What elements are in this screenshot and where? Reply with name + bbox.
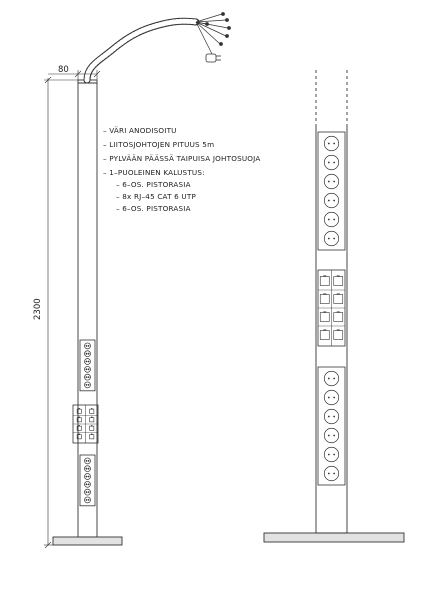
rj45-port-icon [320,276,329,286]
note-one-sided-fittings: – 1–PUOLEINEN KALUSTUS: [103,168,205,177]
power-socket-icon [85,481,91,487]
note-fitting-rj45: – 8x RJ–45 CAT 6 UTP [116,192,197,201]
power-socket-icon [85,458,91,464]
note-color: – VÄRI ANODISOITU [103,126,177,135]
rj45-port-icon [90,408,94,413]
right-pole-view [264,70,404,542]
power-socket-icon [85,374,91,380]
rj45-port-icon [334,294,343,304]
power-socket-icon [85,366,91,372]
power-socket-icon [324,212,338,226]
height-dimension-label: 2300 [33,298,43,320]
power-socket-icon [324,136,338,150]
rj45-port-icon [320,330,329,340]
power-socket-icon [85,351,91,357]
power-socket-icon [85,497,91,503]
rj45-port-icon [334,312,343,322]
power-socket-icon [85,382,91,388]
rj45-port-icon [90,434,94,439]
power-socket-icon [85,359,91,365]
power-socket-icon [324,193,338,207]
socket-strip [318,367,345,485]
left-pole-view [53,80,122,545]
width-dimension-label: 80 [58,65,69,75]
height-dimension [44,77,78,548]
socket-strip [80,340,95,391]
power-socket-icon [324,174,338,188]
plug-icon [206,54,221,62]
right-socket-panel [318,132,345,485]
power-socket-icon [324,466,338,480]
rj45-port-icon [320,312,329,322]
left-pole-body [78,80,97,537]
right-base-plate [264,533,404,542]
rj45-port-icon [320,294,329,304]
power-socket-icon [324,231,338,245]
power-socket-icon [85,466,91,472]
rj45-port-icon [90,417,94,422]
power-socket-icon [324,447,338,461]
power-socket-icon [324,371,338,385]
power-socket-icon [85,343,91,349]
socket-strip [318,132,345,250]
note-flexible-conduit: – PYLVÄÄN PÄÄSSÄ TAIPUISA JOHTOSUOJA [103,154,261,163]
rj45-port-icon [90,425,94,430]
power-socket-icon [85,474,91,480]
power-socket-icon [324,390,338,404]
note-fitting-socket-2: – 6–OS. PISTORASIA [116,204,191,213]
socket-strip [80,455,95,506]
note-fitting-socket-1: – 6–OS. PISTORASIA [116,180,191,189]
rj45-port-icon [334,276,343,286]
left-socket-panel [73,340,98,506]
power-socket-icon [324,428,338,442]
power-socket-icon [324,155,338,169]
note-cable-length: – LIITOSJOHTOJEN PITUUS 5m [103,140,215,149]
cable-conduit [87,13,230,80]
power-socket-icon [85,489,91,495]
rj45-port-icon [334,330,343,340]
power-socket-icon [324,409,338,423]
notes-list [103,126,260,213]
left-base-plate [53,537,122,545]
